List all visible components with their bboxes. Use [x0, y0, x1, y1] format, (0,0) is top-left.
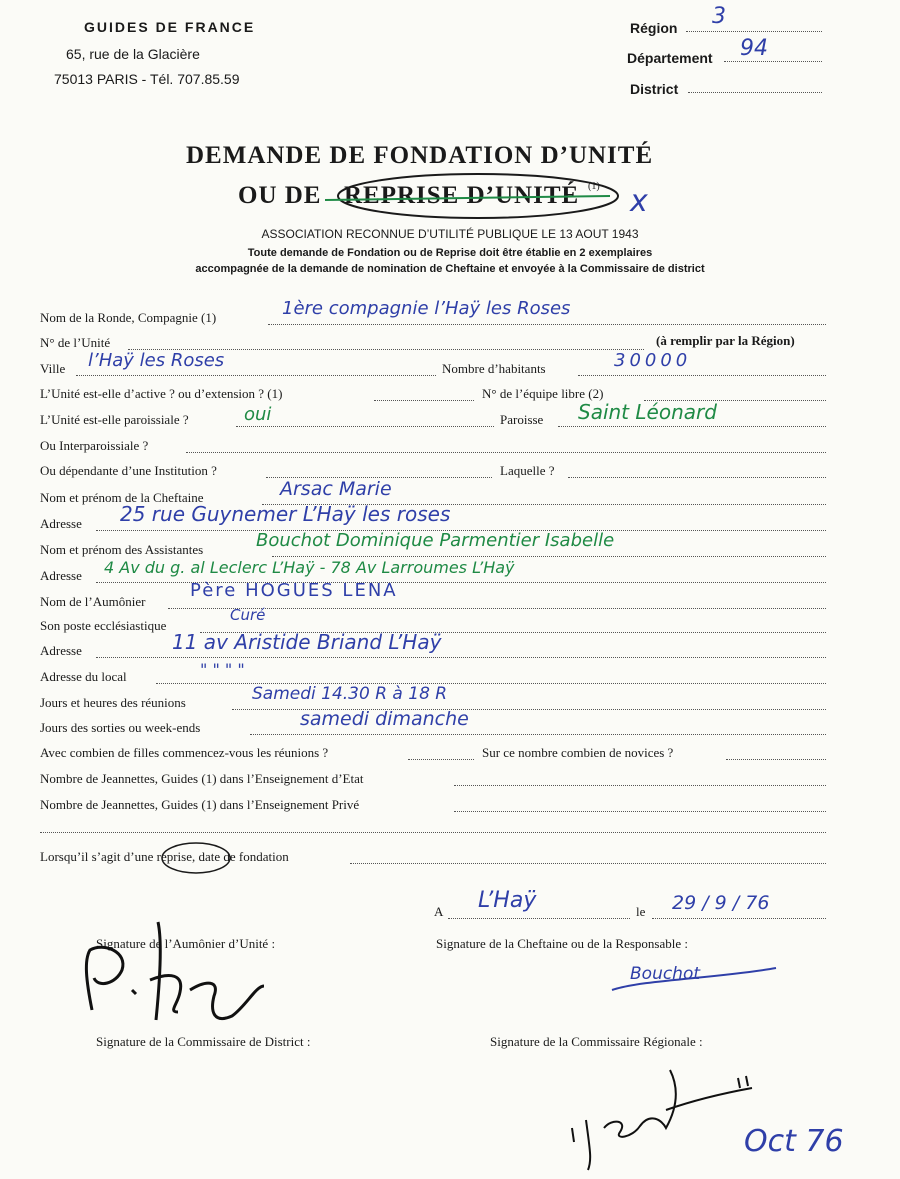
laquelle-label: Laquelle ? [500, 463, 555, 478]
poste-label: Son poste ecclésiastique [40, 618, 167, 633]
habitants-label: Nombre d’habitants [442, 361, 546, 376]
local-label: Adresse du local [40, 669, 127, 684]
departement-label: Département [627, 50, 713, 66]
title-x-mark: x [630, 184, 648, 219]
ville-label: Ville [40, 361, 66, 376]
place-a-label: A [434, 904, 444, 919]
sig-cheftaine-label: Signature de la Cheftaine ou de la Responsable : [436, 936, 688, 951]
novices-label: Sur ce nombre combien de novices ? [482, 745, 674, 760]
org-name: GUIDES DE FRANCE [84, 19, 256, 35]
title-line2-struck: REPRISE D’UNITÉ [344, 182, 580, 209]
sorties-label: Jours des sorties ou week-ends [40, 720, 201, 735]
filles-label: Avec combien de filles commencez-vous les réunions ? [40, 745, 329, 760]
region-value: 3 [712, 4, 726, 29]
sig-commissaire-district-label: Signature de la Commissaire de District : [96, 1034, 311, 1049]
sig-regionale-stroke [572, 1070, 752, 1170]
nom-ronde-label: Nom de la Ronde, Compagnie (1) [40, 310, 217, 325]
fondation-label: Lorsqu’il s’agit d’une reprise, date de fondation [40, 849, 289, 864]
sig-aumonier-label: Signature de l’Aumônier d’Unité : [96, 936, 276, 951]
etat-label: Nombre de Jeannettes, Guides (1) dans l’Enseignement d’Etat [40, 771, 364, 786]
sig-aumonier-stroke-2 [132, 990, 136, 994]
sig-commissaire-regionale-label: Signature de la Commissaire Régionale : [490, 1034, 703, 1049]
poste-value: Curé [230, 606, 266, 624]
district-label: District [630, 81, 679, 97]
local-value: " " " " [200, 660, 245, 679]
region-label: Région [630, 20, 678, 36]
title-footnote: (1) [588, 181, 600, 192]
habitants-value: 30000 [614, 350, 692, 371]
prive-label: Nombre de Jeannettes, Guides (1) dans l’Enseignement Privé [40, 797, 360, 812]
no-unite-label: N° de l’Unité [40, 335, 111, 350]
sig-cheftaine-text: Bouchot [630, 964, 701, 984]
org-address: 65, rue de la Glacière [66, 46, 200, 62]
adresse2-value: 4 Av du g. al Leclerc L’Haÿ - 78 Av Larroumes L’Haÿ [104, 558, 515, 577]
reunions-value: Samedi 14.30 R à 18 R [252, 684, 448, 704]
place-a-value: L’Haÿ [478, 888, 537, 913]
no-unite-note: (à remplir par la Région) [656, 333, 795, 348]
cheftaine-label: Nom et prénom de la Cheftaine [40, 490, 204, 505]
institution-label: Ou dépendante d’une Institution ? [40, 463, 217, 478]
place-le-value: 29 / 9 / 76 [672, 892, 770, 914]
assistantes-label: Nom et prénom des Assistantes [40, 542, 204, 557]
org-city-phone: 75013 PARIS - Tél. 707.85.59 [54, 71, 240, 87]
title-line2-prefix: OU DE [238, 182, 322, 209]
adresse3-value: 11 av Aristide Briand L’Haÿ [172, 630, 442, 654]
subtitle-line3: accompagnée de la demande de nomination de Cheftaine et envoyée à la Commissaire de district [195, 263, 705, 275]
title-line1: DEMANDE DE FONDATION D’UNITÉ [186, 142, 654, 169]
sig-regionale-quote [738, 1076, 748, 1088]
nom-ronde-value: 1ère compagnie l’Haÿ les Roses [282, 298, 571, 319]
paroissiale-label: L’Unité est-elle paroissiale ? [40, 412, 189, 427]
cheftaine-value: Arsac Marie [280, 478, 392, 500]
ville-value: l’Haÿ les Roses [88, 350, 225, 371]
place-le-label: le [636, 904, 646, 919]
paroissiale-value: oui [244, 404, 272, 425]
adresse3-label: Adresse [40, 643, 82, 658]
interparoissiale-label: Ou Interparoissiale ? [40, 438, 149, 453]
equipe-label: N° de l’équipe libre (2) [482, 386, 604, 401]
subtitle-line1: ASSOCIATION RECONNUE D’UTILITÉ PUBLIQUE LE 13 AOUT 1943 [261, 227, 639, 241]
aumonier-label: Nom de l’Aumônier [40, 594, 146, 609]
departement-value: 94 [740, 36, 768, 61]
adresse1-value: 25 rue Guynemer L’Haÿ les roses [120, 502, 451, 526]
bottom-note: Oct 76 [744, 1124, 844, 1159]
assistantes-value: Bouchot Dominique Parmentier Isabelle [256, 530, 615, 551]
subtitle-line2: Toute demande de Fondation ou de Reprise doit être établie en 2 exemplaires [247, 247, 653, 259]
adresse2-label: Adresse [40, 568, 82, 583]
paroisse-label: Paroisse [500, 412, 544, 427]
sig-aumonier-stroke-3 [150, 922, 264, 1020]
paroisse-value: Saint Léonard [578, 400, 717, 424]
reunions-label: Jours et heures des réunions [40, 695, 186, 710]
adresse1-label: Adresse [40, 516, 82, 531]
sig-aumonier-stroke [86, 947, 123, 1010]
active-label: L’Unité est-elle d’active ? ou d’extension ? (1) [40, 386, 283, 401]
aumonier-value: Père HOGUES LENA [190, 580, 398, 601]
sorties-value: samedi dimanche [300, 708, 469, 730]
